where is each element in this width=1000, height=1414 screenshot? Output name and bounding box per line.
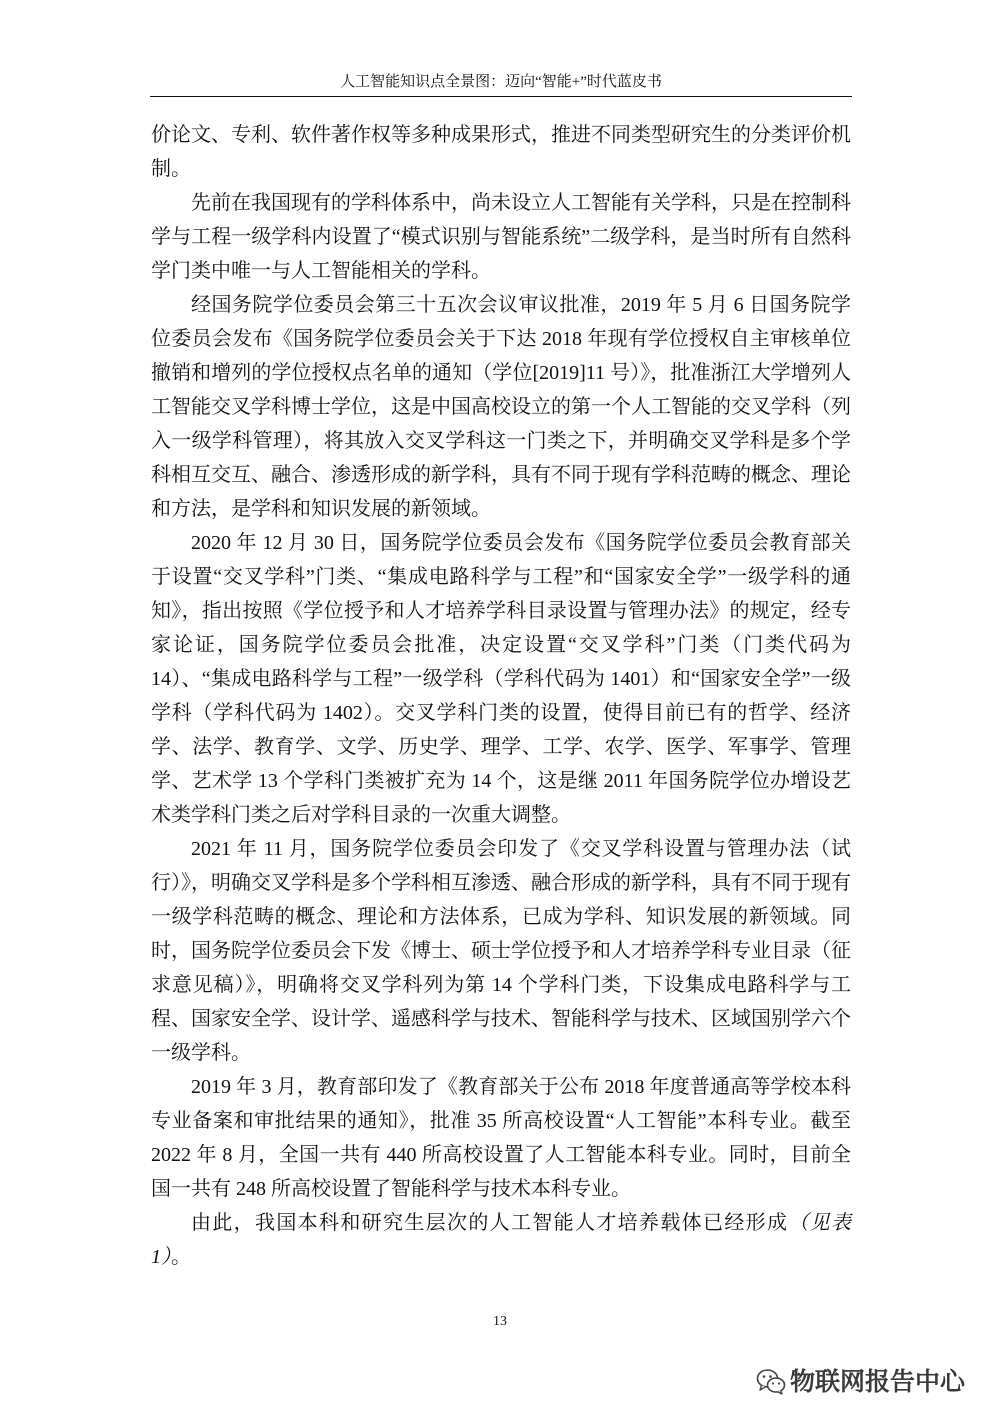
closing-paragraph — [151, 1206, 851, 1274]
body-paragraph: 先前在我国现有的学科体系中，尚未设立人工智能有关学科，只是在控制科学与工程一级学科内设置了“模式识别与智能系统”二级学科，是当时所有自然科学门类中唯一与人工智能相关的学科。 — [151, 192, 851, 282]
body-paragraph: 2021 年 11 月，国务院学位委员会印发了《交叉学科设置与管理办法（试行）》，明确交叉学科是多个学科相互渗透、融合形成的新学科，具有不同于现有一级学科范畴的概念、理论和方法体系，已成为学科、知识发展的新领域。同时，国务院学位委员会下发《博士、硕士学位授予和人才培养学科专业目录（征求意见稿）》，明确将交叉学科列为第 14 个学科门类，下设集成电路科学与工程、国家安全学、设计学、遥感科学与技术、智能科学与技术、区域国别学六个一级学科。 — [151, 838, 851, 1064]
closing-end: 。 — [171, 1246, 191, 1268]
closing-text: 由此，我国本科和研究生层次的人工智能人才培养载体已经形成 — [191, 1212, 789, 1234]
body-paragraph: 经国务院学位委员会第三十五次会议审议批准，2019 年 5 月 6 日国务院学位委员会发布《国务院学位委员会关于下达 2018 年现有学位授权自主审核单位撤销和增列的学位授权点名单的通知（学位[2019]11 号）》，批准浙江大学增列人工智能交叉学科博士学位，这是中国高校设立的第一个人工智能的交叉学科（列入一级学科管理），将其放入交叉学科这一门类之下，并明确交叉学科是多个学科相互交互、融合、渗透形成的新学科，具有不同于现有学科范畴的概念、理论和方法，是学科和知识发展的新领域。 — [151, 294, 851, 520]
body-paragraph: 2019 年 3 月，教育部印发了《教育部关于公布 2018 年度普通高等学校本科专业备案和审批结果的通知》，批准 35 所高校设置“人工智能”本科专业。截至 2022 年 8 月，全国一共有 440 所高校设置了人工智能本科专业。同时，目前全国一共有 248 所高校设置了智能科学与技术本科专业。 — [151, 1076, 851, 1200]
body-paragraph: 2020 年 12 月 30 日，国务院学位委员会发布《国务院学位委员会教育部关于设置“交叉学科”门类、“集成电路科学与工程”和“国家安全学”一级学科的通知》，指出按照《学位授予和人才培养学科目录设置与管理办法》的规定，经专家论证，国务院学位委员会批准，决定设置“交叉学科”门类（门类代码为 14）、“集成电路科学与工程”一级学科（学科代码为 1401）和“国家安全学”一级学科（学科代码为 1402）。交叉学科门类的设置，使得目前已有的哲学、经济学、法学、教育学、文学、历史学、理学、工学、农学、医学、军事学、管理学、艺术学 13 个学科门类被扩充为 14 个，这是继 2011 年国务院学位办增设艺术类学科门类之后对学科目录的一次重大调整。 — [151, 532, 851, 826]
watermark — [756, 1364, 965, 1400]
wechat-icon — [756, 1368, 786, 1396]
running-header: 人工智能知识点全景图：迈向“智能+”时代蓝皮书 — [340, 74, 662, 90]
body-text — [151, 118, 851, 1274]
page-number: 13 — [493, 1314, 507, 1329]
table-reference: （见表 1） — [151, 1212, 852, 1268]
watermark-text: 物联网报告中心 — [790, 1367, 966, 1396]
header-rule — [150, 96, 852, 97]
body-paragraph: 价论文、专利、软件著作权等多种成果形式，推进不同类型研究生的分类评价机制。 — [151, 124, 851, 180]
